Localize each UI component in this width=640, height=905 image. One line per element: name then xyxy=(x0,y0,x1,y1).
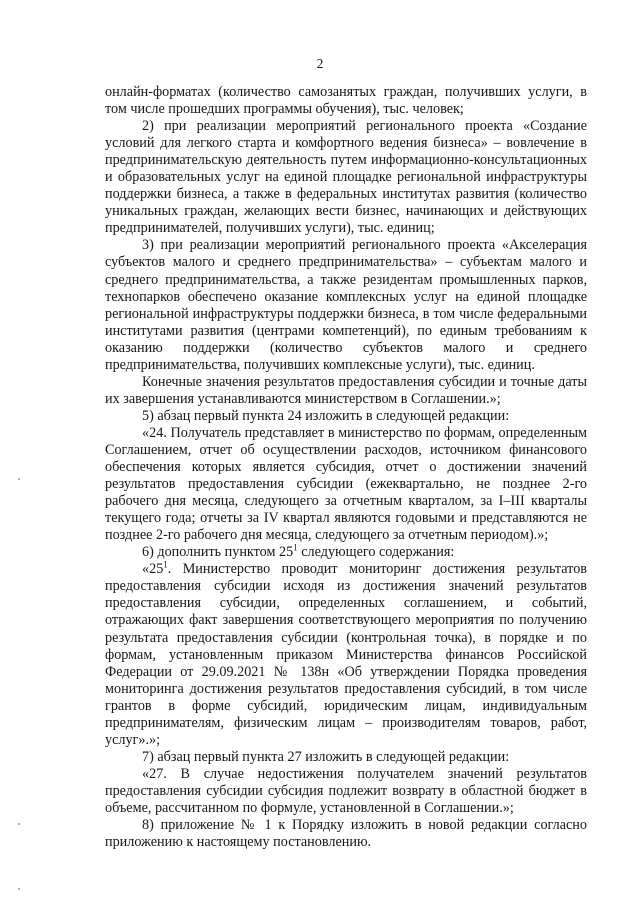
page-number: 2 xyxy=(316,56,324,71)
clause-25-1-text-after: . Министерство проводит мониторинг достижения результатов предоставления субсидии исходя из достижения значений результатов предоставления субсидии, определенных соглашением, и событий, отражающих факт завершения соответствующего мероприятия по получению результата предоставления субсидии (контрольная точка), в порядке и по формам, установленным приказом Министерства финансов Российской Федерации от 29.09.2021 № 138н «Об утверждении Порядка проведения мониторинга достижения результатов предоставления субсидий, в том числе грантов в форме субсидий, юридическим лицам, индивидуальным предпринимателям, физическим лицам – производителям товаров, работ, услуг».»; xyxy=(105,561,587,748)
clause-25-1-superscript: 1 xyxy=(163,559,168,570)
paragraph-item-6 xyxy=(105,544,587,561)
paragraph-clause-25-1 xyxy=(105,561,587,749)
paragraph-clause-27: «27. В случае недостижения получателем значений результатов предоставления субсидии субсидия подлежит возврату в областной бюджет в объеме, рассчитанном по формуле, установленной в Соглашении.»; xyxy=(105,765,587,816)
scan-speck xyxy=(18,478,20,480)
item-6-superscript: 1 xyxy=(293,542,298,553)
paragraph-continuation: онлайн-форматах (количество самозанятых граждан, получивших услуги, в том числе прошедших программы обучения), тыс. человек; xyxy=(105,84,587,118)
paragraph-item-8: 8) приложение № 1 к Порядку изложить в новой редакции согласно приложению к настоящему постановлению. xyxy=(105,817,587,851)
document-body xyxy=(105,84,587,851)
clause-25-1-text-before: «25 xyxy=(142,561,164,578)
paragraph-clause-24: «24. Получатель представляет в министерство по формам, определенным Соглашением, отчет об осуществлении расходов, источником финансового обеспечения которых является субсидия, отчет о достижении значений результатов предоставления субсидии (ежеквартально, не позднее 2-го рабочего дня месяца, следующего за отчетным кварталом, за I–III кварталы текущего года; отчеты за IV квартал являются годовыми и представляются не позднее 2-го рабочего дня месяца, следующего за отчетным периодом).»; xyxy=(105,424,587,544)
paragraph-item-7: 7) абзац первый пункта 27 изложить в следующей редакции: xyxy=(142,748,510,765)
item-6-text-before: 6) дополнить пунктом 25 xyxy=(142,544,294,561)
scan-speck xyxy=(18,823,20,825)
paragraph-item-5: 5) абзац первый пункта 24 изложить в следующей редакции: xyxy=(142,407,510,424)
scan-speck xyxy=(18,888,20,890)
item-6-text-after: следующего содержания: xyxy=(297,544,455,561)
paragraph-item-3: 3) при реализации мероприятий регионального проекта «Акселерация субъектов малого и среднего предпринимательства» – субъектам малого и среднего предпринимательства, а также резидентам промышленных парков, технопарков обеспечено оказание комплексных услуг на единой площадке региональной инфраструктуры поддержки бизнеса, в том числе федеральными институтами развития (центрами компетенций), по единым требованиям к оказанию поддержки (количество субъектов малого и среднего предпринимательства, получивших комплексные услуги), тыс. единиц. xyxy=(105,237,587,373)
paragraph-item-2: 2) при реализации мероприятий регионального проекта «Создание условий для легкого старта и комфортного ведения бизнеса» – вовлечение в предпринимательскую деятельность путем информационно-консультационных и образовательных услуг на единой площадке региональной инфраструктуры поддержки бизнеса, а также в федеральных институтах развития (количество уникальных граждан, желающих вести бизнес, начинающих и действующих предпринимателей, получивших услуги), тыс. единиц; xyxy=(105,118,587,237)
paragraph-final-values: Конечные значения результатов предоставления субсидии и точные даты их завершения устанавливаются министерством в Соглашении.»; xyxy=(105,373,587,407)
